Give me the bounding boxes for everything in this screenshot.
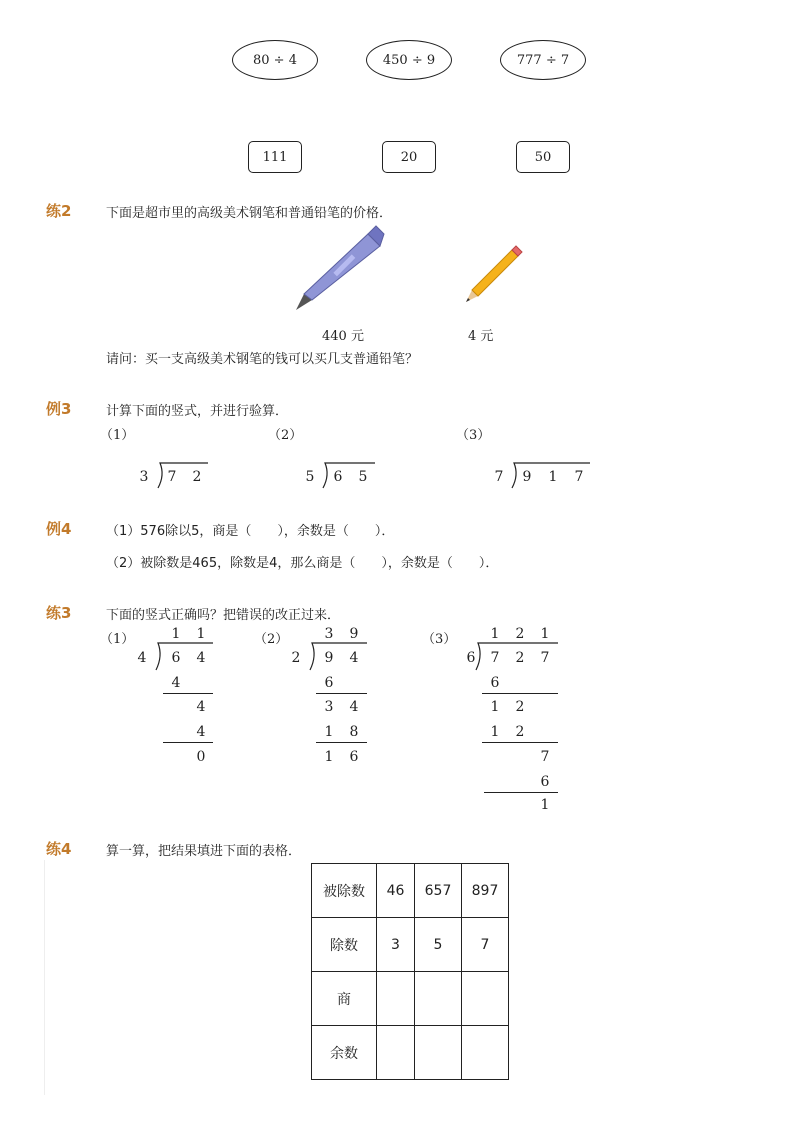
table-row (312, 864, 509, 918)
division-table (311, 863, 509, 1080)
lian3-p1-divisor: 4 (137, 650, 147, 666)
lian3-p3-step-digit: 7 (540, 749, 550, 765)
lian4-text: 算一算，把结果填进下面的表格． (106, 844, 302, 859)
lian3-p2-num: （2） (254, 632, 289, 647)
li4-line1: （1）576除以5，商是（ ），余数是（ ）． (106, 524, 395, 539)
lian3-p3-num: （3） (422, 632, 457, 647)
li3-p1-divisor: 3 (139, 469, 149, 485)
result-box-1: 111 (248, 141, 302, 173)
section-label-li3: 例3 (46, 400, 72, 418)
li3-p3-dividend-digit: 9 (522, 469, 532, 485)
lian3-p1-rule (163, 742, 213, 743)
table-cell: 657 (415, 864, 462, 918)
expression-oval-1: 80 ÷ 4 (232, 40, 318, 80)
pencil-icon (466, 246, 522, 302)
lian3-p2-bracket (304, 640, 374, 674)
lian3-p2-dividend-digit: 9 (324, 650, 334, 666)
table-row (312, 972, 509, 1026)
lian3-p2-step-digit: 6 (324, 675, 334, 691)
lian3-p2-step-digit: 4 (349, 699, 359, 715)
answer-cell[interactable] (415, 1026, 462, 1080)
page-margin-line (44, 860, 45, 1095)
li3-p3-divisor: 7 (494, 469, 504, 485)
table-header-cell: 被除数 (312, 864, 377, 918)
li4-line2: （2）被除数是465，除数是4，那么商是（ ），余数是（ ）． (106, 556, 499, 571)
answer-cell[interactable] (462, 972, 509, 1026)
lian3-p1-num: （1） (100, 632, 135, 647)
lian3-p3-step-digit: 1 (490, 724, 500, 740)
lian3-p1-bracket (150, 640, 220, 674)
li3-p1-dividend-digit: 2 (192, 469, 202, 485)
li3-bracket-2 (305, 460, 385, 492)
result-box-2: 20 (382, 141, 436, 173)
lian3-p2-rule (316, 693, 367, 694)
lian3-p1-step-digit: 4 (196, 699, 206, 715)
lian3-p3-divisor: 6 (466, 650, 476, 666)
lian3-p3-quotient-digit: 2 (515, 626, 525, 642)
lian3-text: 下面的竖式正确吗？把错误的改正过来． (106, 608, 341, 623)
li3-problem2-num: （2） (268, 428, 303, 443)
lian3-p1-quotient-digit: 1 (171, 626, 181, 642)
lian3-p3-step-digit: 2 (515, 699, 525, 715)
lian3-p1-dividend-digit: 4 (196, 650, 206, 666)
lian3-p3-quotient-digit: 1 (490, 626, 500, 642)
lian3-p2-dividend-digit: 4 (349, 650, 359, 666)
pen-icon (296, 226, 384, 310)
table-row (312, 918, 509, 972)
lian3-p3-dividend-digit: 7 (490, 650, 500, 666)
lian3-p3-step-digit: 6 (490, 675, 500, 691)
table-header-cell: 商 (312, 972, 377, 1026)
answer-cell[interactable] (377, 1026, 415, 1080)
lian3-p3-rule (482, 742, 558, 743)
section-label-li4: 例4 (46, 520, 72, 538)
lian3-p1-step-digit: 0 (196, 749, 206, 765)
table-cell: 46 (377, 864, 415, 918)
lian3-p1-rule (163, 693, 213, 694)
lian3-p2-step-digit: 1 (324, 724, 334, 740)
pen-price: 440 元 (322, 329, 364, 344)
lian3-p3-dividend-digit: 7 (540, 650, 550, 666)
li3-p3-dividend-digit: 7 (574, 469, 584, 485)
li3-problem1-num: （1） (100, 428, 135, 443)
lian3-p3-quotient-digit: 1 (540, 626, 550, 642)
lian2-text: 下面是超市里的高级美术钢笔和普通铅笔的价格． (106, 206, 393, 221)
lian3-p3-rule (482, 693, 558, 694)
expression-oval-3: 777 ÷ 7 (500, 40, 586, 80)
lian3-p3-step-digit: 1 (540, 797, 550, 813)
lian3-p2-quotient-digit: 9 (349, 626, 359, 642)
pencil-price: 4 元 (468, 329, 494, 344)
lian3-p3-step-digit: 1 (490, 699, 500, 715)
result-box-3: 50 (516, 141, 570, 173)
pen-illustration (290, 222, 390, 317)
lian3-p1-step-digit: 4 (196, 724, 206, 740)
table-header-cell: 余数 (312, 1026, 377, 1080)
table-header-cell: 除数 (312, 918, 377, 972)
lian3-p2-quotient-digit: 3 (324, 626, 334, 642)
li3-problem3-num: （3） (456, 428, 491, 443)
pencil-illustration (462, 240, 527, 308)
lian3-p2-step-digit: 8 (349, 724, 359, 740)
lian3-p2-step-digit: 3 (324, 699, 334, 715)
lian3-p2-step-digit: 6 (349, 749, 359, 765)
answer-cell[interactable] (377, 972, 415, 1026)
lian3-p2-divisor: 2 (291, 650, 301, 666)
lian3-p1-quotient-digit: 1 (196, 626, 206, 642)
li3-p2-dividend-digit: 5 (358, 469, 368, 485)
lian3-p1-step-digit: 4 (171, 675, 181, 691)
answer-cell[interactable] (415, 972, 462, 1026)
lian3-p3-step-digit: 2 (515, 724, 525, 740)
table-cell: 5 (415, 918, 462, 972)
li3-p2-divisor: 5 (305, 469, 315, 485)
li3-p2-dividend-digit: 6 (333, 469, 343, 485)
li3-bracket-1 (140, 460, 220, 492)
li3-p1-dividend-digit: 7 (167, 469, 177, 485)
table-cell: 897 (462, 864, 509, 918)
answer-cell[interactable] (462, 1026, 509, 1080)
lian3-p3-dividend-digit: 2 (515, 650, 525, 666)
table-cell: 3 (377, 918, 415, 972)
lian3-p2-rule (316, 742, 367, 743)
section-label-lian4: 练4 (46, 840, 72, 858)
section-label-lian3: 练3 (46, 604, 72, 622)
lian3-p3-step-digit: 6 (540, 774, 550, 790)
lian3-p1-dividend-digit: 6 (171, 650, 181, 666)
expression-oval-2: 450 ÷ 9 (366, 40, 452, 80)
lian3-p2-step-digit: 1 (324, 749, 334, 765)
lian2-question: 请问：买一支高级美术钢笔的钱可以买几支普通铅笔？ (106, 352, 419, 367)
li3-text: 计算下面的竖式，并进行验算． (106, 404, 289, 419)
li3-p3-dividend-digit: 1 (548, 469, 558, 485)
lian3-p3-rule (484, 792, 558, 793)
section-label-lian2: 练2 (46, 202, 72, 220)
table-row (312, 1026, 509, 1080)
table-cell: 7 (462, 918, 509, 972)
